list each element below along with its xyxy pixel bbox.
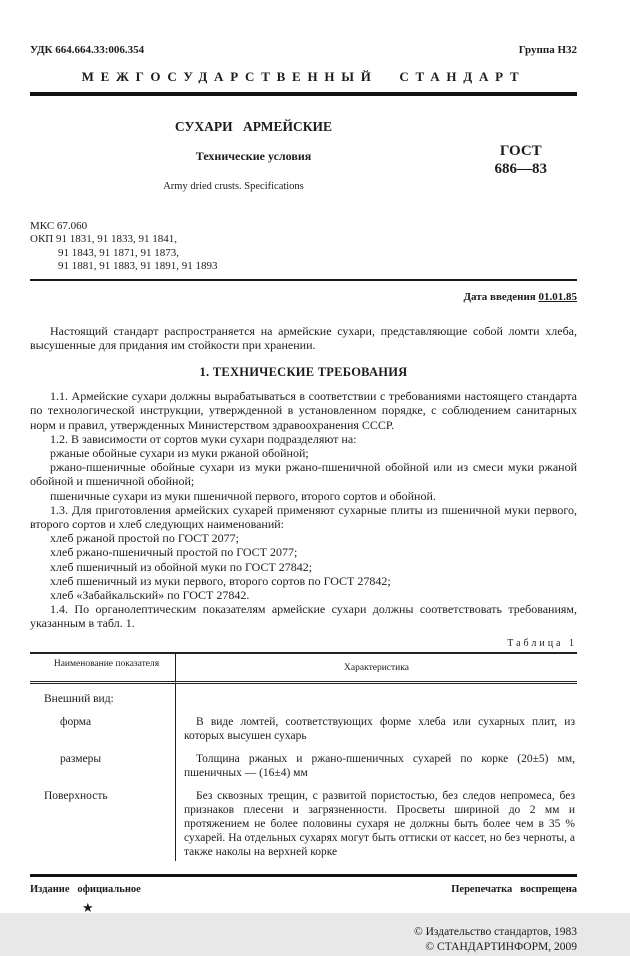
document-body: [30, 324, 577, 631]
intro-paragraph: Настоящий стандарт распространяется на армейские сухари, представляющие собой ломти хлеба, высушенные для придания им стойкости при хранении.: [30, 323, 577, 352]
date-rule: [30, 279, 577, 281]
official-edition-label: Издание официальное: [30, 883, 141, 895]
group-code: Группа Н32: [518, 44, 577, 56]
document-title: СУХАРИ АРМЕЙСКИЕ: [174, 119, 333, 134]
list-item: пшеничные сухари из муки пшеничной первого, второго сортов и обойной.: [50, 488, 436, 503]
classification-codes: [30, 220, 577, 274]
standard-type-banner: МЕЖГОСУДАРСТВЕННЫЙ СТАНДАРТ: [81, 69, 526, 84]
effective-date: [30, 291, 577, 303]
paragraph-1-4: 1.4. По органолептическим показателям армейские сухари должны соответствовать требованиям, указанным в табл. 1.: [30, 602, 577, 631]
list-item: ржано-пшеничные обойные сухари из муки ржано-пшеничной обойной или из смеси муки ржаной обойной и пшеничной обойной;: [30, 460, 577, 489]
list-item: хлеб пшеничный из обойной муки по ГОСТ 27842;: [50, 559, 313, 574]
copyright-block: [30, 925, 577, 956]
table-row-name: Внешний вид:: [30, 684, 176, 708]
list-item: хлеб ржаной простой по ГОСТ 2077;: [50, 531, 239, 546]
mks-code: МКС 67.060: [30, 220, 88, 232]
table-row-value: [176, 745, 577, 782]
paragraph-1-3: 1.3. Для приготовления армейских сухарей применяют сухарные плиты из пшеничной муки первого, второго сортов и хлеб следующих наименований:: [30, 502, 577, 532]
list-item: ржаные обойные сухари из муки ржаной обойной;: [50, 446, 309, 461]
cell-text: Без сквозных трещин, с развитой пористостью, без следов непромеса, без признаков плесени и загрязненности. Просветы шириной до 2 мм и протяжением не более половины сухаря не должны быть более чем в 35 % сухарей. На отдельных сухарях могут быть оттиски от кассет, но без черноты, а также наколы на верхней корке: [184, 789, 575, 858]
document-header: [30, 44, 577, 56]
table-row-name: размеры: [30, 745, 176, 782]
reprint-notice: Перепечатка воспрещена: [451, 883, 577, 895]
header-rule: [30, 92, 577, 96]
table-row-name: форма: [30, 708, 176, 745]
list-item: хлеб пшеничный из муки первого, второго сортов по ГОСТ 27842;: [50, 573, 391, 588]
copyright-line: © Издательство стандартов, 1983: [413, 925, 577, 938]
okp-code-line: 91 1881, 91 1883, 91 1891, 91 1893: [58, 260, 218, 273]
okp-code-line: 91 1843, 91 1871, 91 1873,: [58, 246, 179, 259]
table-row-value: [176, 708, 577, 745]
gost-designation: [495, 142, 548, 178]
title-block: [30, 119, 577, 213]
section-heading: 1. ТЕХНИЧЕСКИЕ ТРЕБОВАНИЯ: [199, 365, 408, 380]
document-title-english: Army dried crusts. Specifications: [163, 181, 304, 192]
gost-label: ГОСТ: [499, 143, 542, 159]
udk-code: УДК 664.664.33:006.354: [30, 44, 145, 56]
star-icon: ★: [82, 899, 94, 915]
okp-code-line: ОКП 91 1831, 91 1833, 91 1841,: [30, 233, 177, 246]
copyright-line: © СТАНДАРТИНФОРМ, 2009: [425, 941, 577, 954]
footer-rule: [30, 874, 577, 877]
spec-table: [30, 652, 577, 861]
table-row-value: [176, 782, 577, 861]
footer-notices: [30, 884, 577, 895]
document-subtitle: Технические условия: [195, 149, 312, 163]
list-item: хлеб «Забайкальский» по ГОСТ 27842.: [50, 588, 250, 603]
gost-number: 686—83: [494, 161, 547, 177]
table-row-name: Поверхность: [30, 782, 176, 861]
table-row-value: [176, 684, 577, 708]
table-caption: Таблица 1: [507, 637, 577, 649]
list-item: хлеб ржано-пшеничный простой по ГОСТ 2077;: [50, 545, 298, 560]
cell-text: Толщина ржаных и ржано-пшеничных сухарей по корке (20±5) мм, пшеничных — (16±4) мм: [184, 752, 575, 779]
effective-date-value: 01.01.85: [538, 290, 577, 303]
column-header-characteristic: Характеристика: [176, 654, 577, 684]
column-header-name: Наименование показателя: [30, 654, 176, 684]
effective-date-label: Дата введения: [463, 290, 536, 303]
cell-text: В виде ломтей, соответствующих форме хлеба или сухарных плит, из которых высушен сухарь: [184, 715, 575, 742]
paragraph-1-1: 1.1. Армейские сухари должны вырабатываться в соответствии с требованиями настоящего стандарта по технологической инструкции, утвержденной в установленном порядке, с соблюдением санитарных норм и правил, утвержденных Министерством здравоохранения СССР.: [30, 389, 577, 432]
paragraph-1-2: 1.2. В зависимости от сортов муки сухари подразделяют на:: [50, 431, 357, 446]
